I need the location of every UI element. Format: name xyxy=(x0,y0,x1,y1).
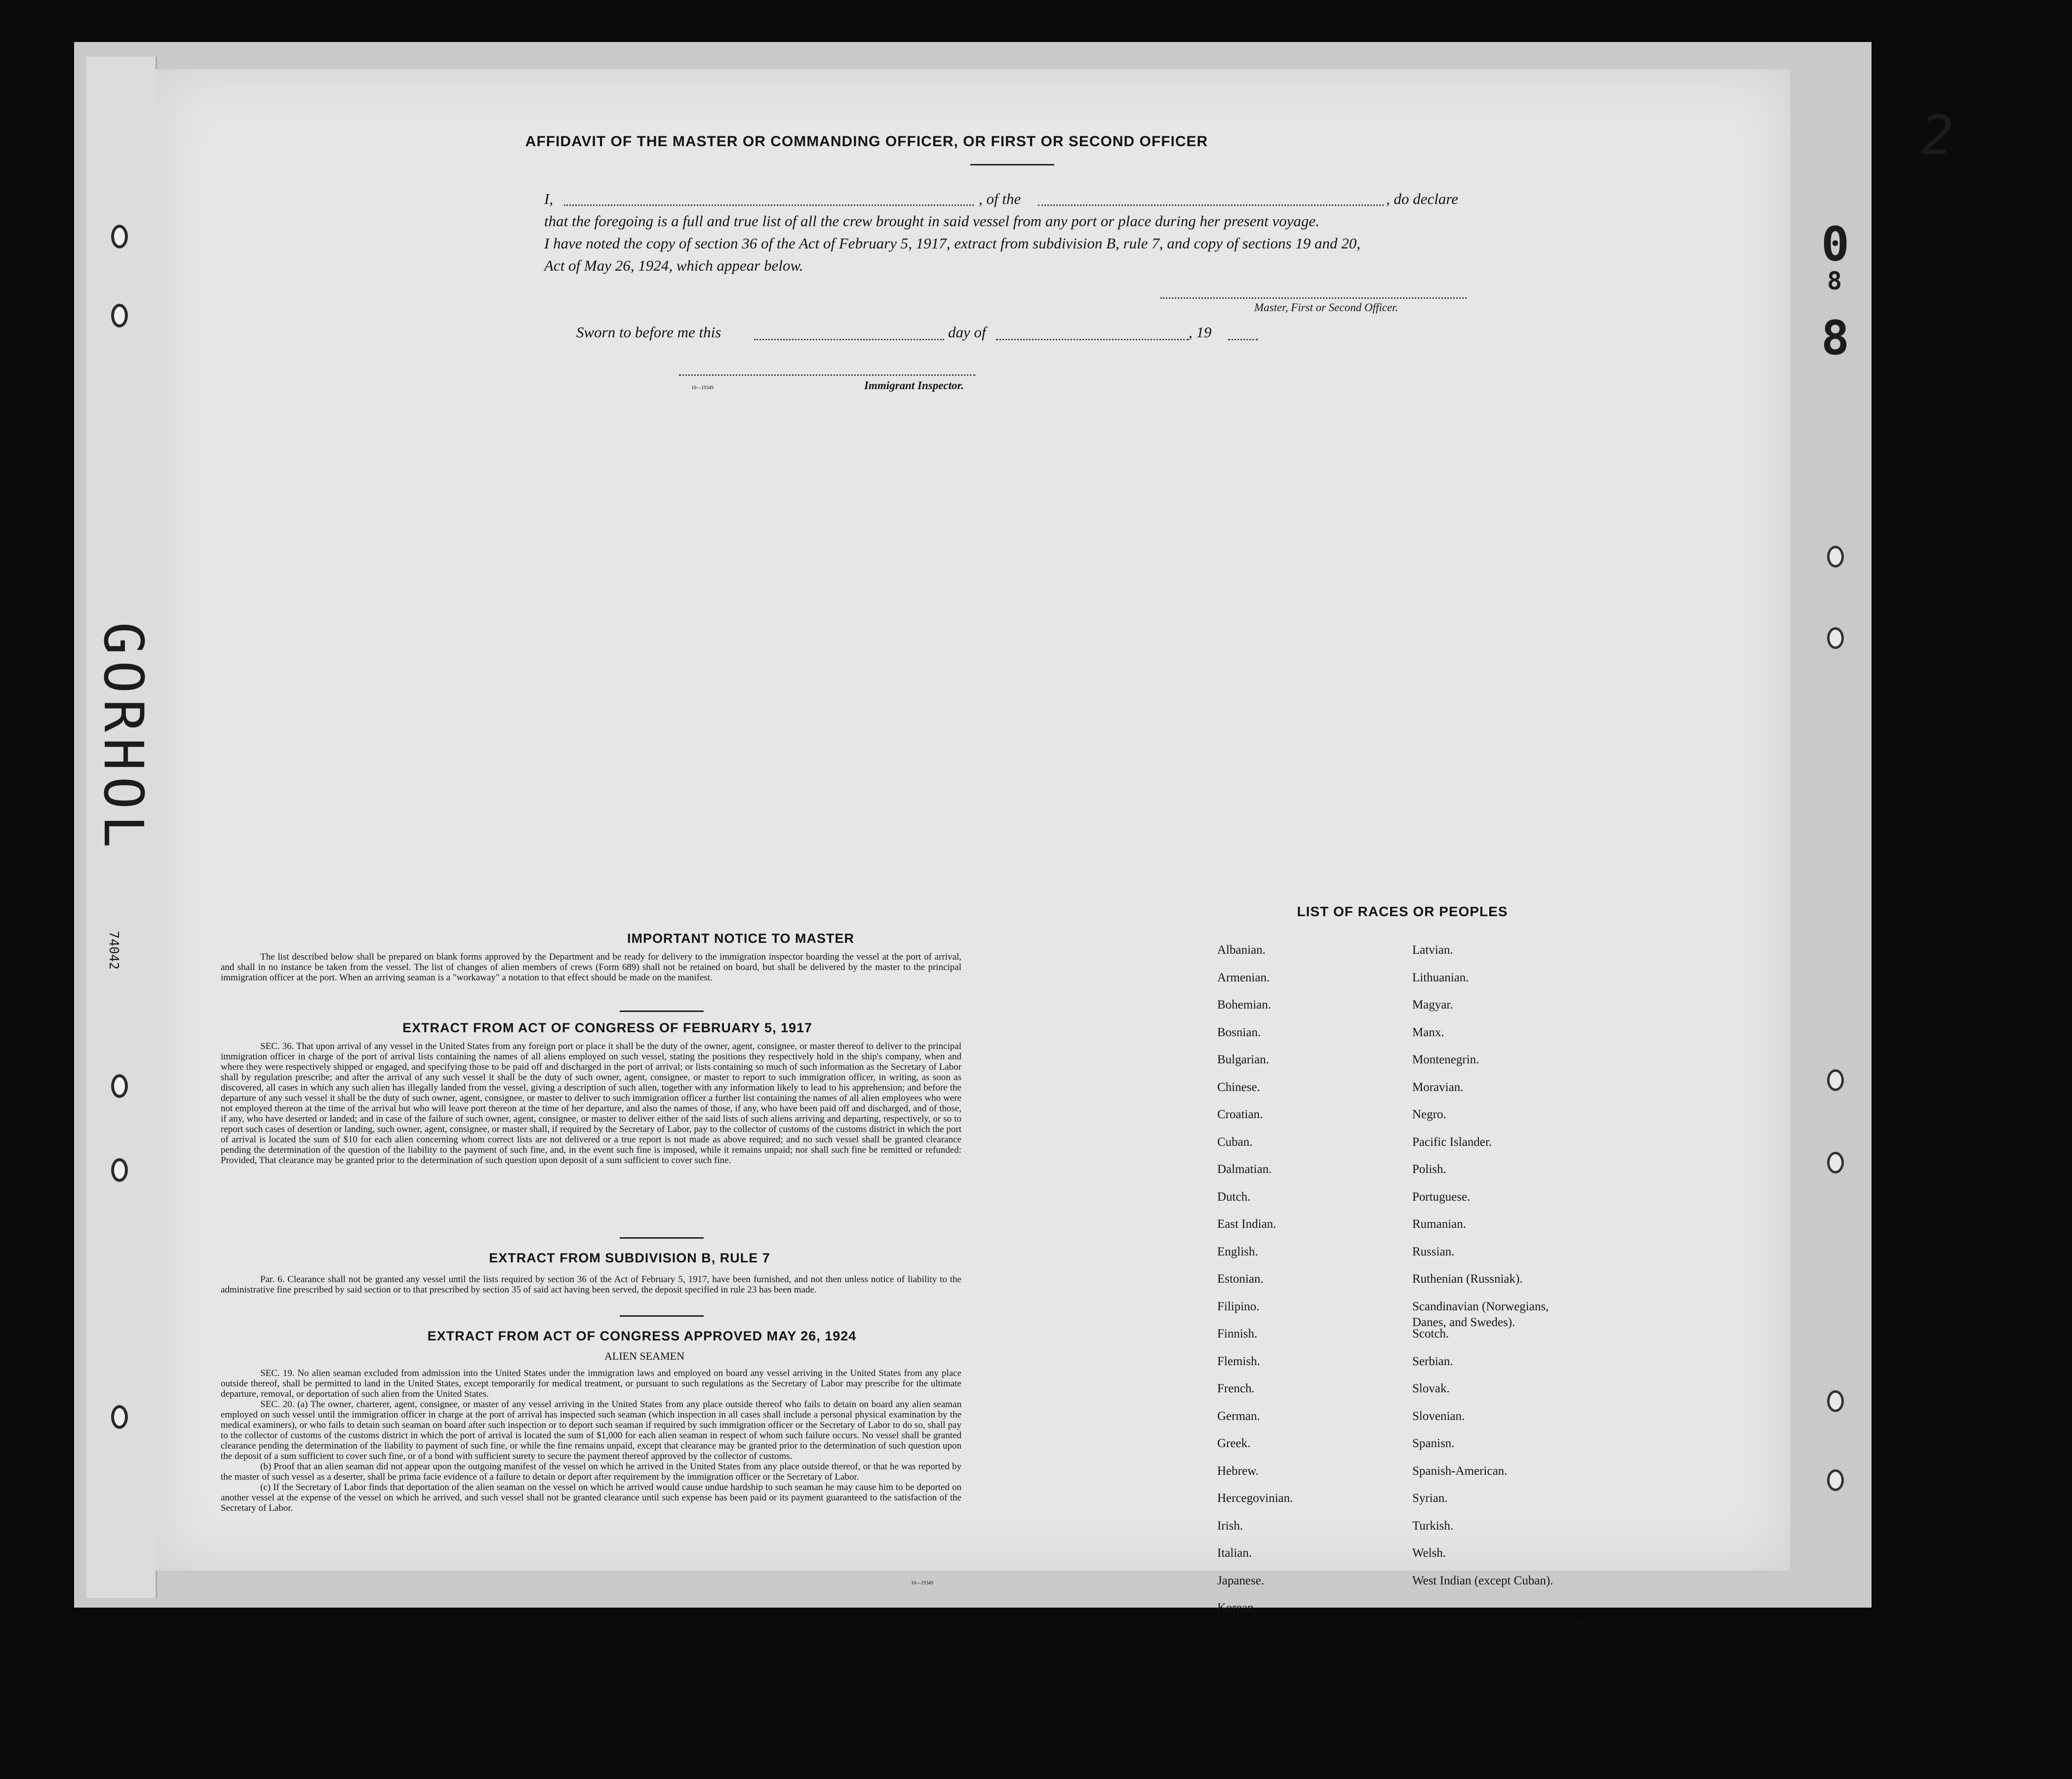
race-entry: Latvian. xyxy=(1412,943,1453,957)
extract-1917-body: SEC. 36. That upon arrival of any vessel in the United States from any foreign port or place it shall be the duty of the owner, agent, consignee, or master thereof to deliver to the principal immigration officer in charge of the port of arrival lists containing the names of all aliens employed on such vessel, stating the positions they respectively hold in the ship's company, when and where they were respectively shipped or engaged, and specifying those to be paid off and discharged in the port of arrival; or lists containing so much of such information as the Secretary of Labor shall by regulation prescribe; and after the arrival of any such vessel it shall be the duty of such owner, agent, consignee, or master to report to such immigration officer, in writing, as soon as discovered, all cases in which any such alien has illegally landed from the vessel, giving a description of such alien, together with any information likely to lead to his apprehension; and before the departure of any such vessel it shall be the duty of such owner, agent, consignee, or master to deliver to such immigration officer a further list containing the names of all alien employees who were not employed thereon at the time of the arrival but who will leave port thereon at the time of her departure, and also the names of those, if any, who have been paid off and discharged, and of those, if any, who have deserted or landed; and in case of the failure of such owner, agent, consignee, or master to deliver either of the said lists of such aliens arriving and departing, respectively, or so to report such cases of desertion or landing, such owner, agent, consignee, or master shall, if required by the Secretary of Labor, pay to the collector of customs of the customs district in which the port of arrival is located the sum of $10 for each alien concerning whom correct lists are not delivered or a true report is not made as above required; and no such vessel shall be granted clearance pending the determination of the question of the liability to the payment of such fine, and, in the event such fine is imposed, while it remains unpaid; nor shall such fine be remitted or refunded: Provided, That clearance may be granted prior to the determination of such question upon deposit of a sum sufficient to cover such fine. xyxy=(221,1041,961,1166)
race-entry: Albanian. xyxy=(1217,943,1266,957)
race-entry: Pacific Islander. xyxy=(1412,1135,1492,1149)
race-entry: Ruthenian (Russniak). xyxy=(1412,1272,1523,1286)
notice-title: IMPORTANT NOTICE TO MASTER xyxy=(627,931,854,946)
manifest-page xyxy=(156,69,1790,1626)
race-entry: Syrian. xyxy=(1412,1492,1448,1505)
sec20c-text: (c) If the Secretary of Labor finds that deportation of the alien seaman on the vessel on which he arrived would cause undue hardship to such seaman he may cause him to be deported on another vessel at the expense of the vessel on which he arrived, and such vessel shall not be granted clearance until such expense has been paid or its payment guaranteed to the satisfaction of the Secretary of Labor. xyxy=(221,1482,961,1513)
race-entry: Greek. xyxy=(1217,1437,1251,1450)
extract-1924-body xyxy=(221,1368,961,1513)
vessel-of-label: , of the xyxy=(979,190,1021,207)
stamp-digit: 8 xyxy=(1827,267,1842,295)
race-entry: Serbian. xyxy=(1412,1354,1453,1368)
form-number: 10—19349 xyxy=(691,385,714,391)
race-entry: Bosnian. xyxy=(1217,1025,1261,1039)
race-entry: Turkish. xyxy=(1412,1519,1454,1533)
race-entry: English. xyxy=(1217,1245,1258,1258)
race-entry: Manx. xyxy=(1412,1025,1444,1039)
race-entry: Spanish-American. xyxy=(1412,1464,1508,1478)
binding-hole xyxy=(111,1405,128,1429)
master-signature-label: Master, First or Second Officer. xyxy=(1254,301,1398,314)
declaration-line-3: I have noted the copy of section 36 of the Act of February 5, 1917, extract from subdivision B, rule 7, and copy of sections 19 and 20, xyxy=(544,235,1361,252)
divider xyxy=(620,1011,704,1012)
race-entry: Bohemian. xyxy=(1217,998,1272,1011)
master-signature-field[interactable] xyxy=(1160,297,1467,299)
punch-hole xyxy=(1827,627,1844,649)
race-entry: East Indian. xyxy=(1217,1217,1276,1231)
race-entry: Scandinavian (Norwegians, xyxy=(1412,1299,1549,1313)
handwritten-spine-name: GORHOL xyxy=(92,622,155,854)
declare-label: , do declare xyxy=(1386,190,1459,207)
stamp-digit: 0 xyxy=(1821,217,1850,272)
race-entry: Croatian. xyxy=(1217,1108,1263,1121)
race-entry: Hercegovinian. xyxy=(1217,1492,1293,1505)
race-entry: Japanese. xyxy=(1217,1574,1265,1587)
race-entry: Bulgarian. xyxy=(1217,1053,1269,1066)
sworn-day-field[interactable] xyxy=(754,339,944,340)
race-entry: West Indian (except Cuban). xyxy=(1412,1574,1554,1587)
binding-hole xyxy=(111,1074,128,1098)
punch-hole xyxy=(1827,1469,1844,1491)
affidavit-declaration xyxy=(544,188,1645,277)
affidavit-title: AFFIDAVIT OF THE MASTER OR COMMANDING OFFICER, OR FIRST OR SECOND OFFICER xyxy=(525,133,1208,150)
sec20b-text: (b) Proof that an alien seaman did not appear upon the outgoing manifest of the vessel on which he arrived in the United States from any place outside thereof, or that he was reported by the master of such vessel as a deserter, shall be prima facie evidence of a failure to detain or deport after requirement by the immigration officer or the Secretary of Labor. xyxy=(221,1461,961,1482)
race-entry: French. xyxy=(1217,1382,1255,1395)
declarant-label: I, xyxy=(544,190,554,207)
race-entry: Magyar. xyxy=(1412,998,1453,1011)
sworn-month-field[interactable] xyxy=(996,339,1189,340)
race-entry: Welsh. xyxy=(1412,1546,1446,1560)
declaration-line-4: Act of May 26, 1924, which appear below. xyxy=(544,257,803,274)
extract-1917-title: EXTRACT FROM ACT OF CONGRESS OF FEBRUARY 5, 1917 xyxy=(402,1020,813,1035)
inspector-signature-field[interactable] xyxy=(679,374,975,376)
form-number: 10—19349 xyxy=(911,1580,933,1586)
divider xyxy=(620,1315,704,1317)
binding-hole xyxy=(111,225,128,248)
race-entry: Montenegrin. xyxy=(1412,1053,1479,1066)
race-entry: Irish. xyxy=(1217,1519,1243,1533)
race-entry: Scotch. xyxy=(1412,1327,1449,1340)
stamp-digit: 8 xyxy=(1821,311,1850,365)
punch-hole xyxy=(1827,1152,1844,1173)
notice-body: The list described below shall be prepared on blank forms approved by the Department and be ready for delivery to the immigration inspector boarding the vessel at the port of arrival, and shall in no instance be taken from the vessel. The list of changes of alien members of crews (Form 689) shall not be retained on board, but shall be delivered by the master to the principal immigration officer at the port. When an arriving seaman is a "workaway" a notation to that effect should be made on the manifest. xyxy=(221,952,961,983)
race-entry: Lithuanian. xyxy=(1412,970,1469,984)
corner-mark: 2 xyxy=(1921,104,1954,167)
race-entry: Rumanian. xyxy=(1412,1217,1467,1231)
race-entry: Filipino. xyxy=(1217,1299,1260,1313)
race-entry: Polish. xyxy=(1412,1163,1446,1176)
inspector-label: Immigrant Inspector. xyxy=(864,379,964,392)
race-entry: Spanisn. xyxy=(1412,1437,1455,1450)
race-entry: Moravian. xyxy=(1412,1080,1464,1094)
rule7-body: Par. 6. Clearance shall not be granted any vessel until the lists required by section 36 of the Act of February 5, 1917, have been furnished, and not then unless notice of liability to the administrative fine prescribed by said section or to that prescribed by section 35 of said act having been served, the deposit specified in rule 23 has been made. xyxy=(221,1274,961,1295)
sworn-label: Sworn to before me this xyxy=(576,323,721,341)
race-entry: Russian. xyxy=(1412,1245,1455,1258)
race-entry: Danes, and Swedes). xyxy=(1412,1315,1515,1329)
race-entry: Cuban. xyxy=(1217,1135,1253,1149)
race-entry: Italian. xyxy=(1217,1546,1252,1560)
divider xyxy=(620,1237,704,1239)
sec20a-text: SEC. 20. (a) The owner, charterer, agent, consignee, or master of any vessel arriving in the United States from any place outside thereof who fails to detain on board any alien seaman employed on such vessel until the immigration officer in charge at the port of arrival has inspected such seaman (which inspection in all cases shall include a personal physical examination by the medical examiners), or who fails to detain such seaman on board after such inspection or to deport such seaman if required by such immigration officer or the Secretary of Labor to do so, shall pay to the collector of customs of the customs district in which the port of arrival is located the sum of $1,000 for each alien seaman in respect of whom such failure occurs. No vessel shall be granted clearance pending the determination of the liability to payment of such fine, or while the fine remains unpaid, except that clearance may be granted prior to the determination of such question upon the deposit of a sum sufficient to cover such fine, or of a bond with sufficient surety to secure the payment thereof approved by the collector of customs. xyxy=(221,1399,961,1461)
race-entry: Korean. xyxy=(1217,1601,1257,1615)
declarant-name-field[interactable] xyxy=(564,204,974,206)
race-entry: Armenian. xyxy=(1217,970,1270,984)
sworn-year-label: , 19 xyxy=(1189,323,1212,341)
race-entry: Slovak. xyxy=(1412,1382,1450,1395)
sworn-year-field[interactable] xyxy=(1228,339,1258,340)
race-entry: Dutch. xyxy=(1217,1190,1251,1204)
race-entry: Negro. xyxy=(1412,1108,1446,1121)
binding-hole xyxy=(111,1158,128,1182)
race-entry: German. xyxy=(1217,1409,1260,1423)
race-entry: Finnish. xyxy=(1217,1327,1258,1340)
declaration-line-2: that the foregoing is a full and true list of all the crew brought in said vessel from any port or place during her present voyage. xyxy=(544,212,1319,230)
punch-hole xyxy=(1827,546,1844,567)
divider xyxy=(970,164,1054,165)
race-entry: Flemish. xyxy=(1217,1354,1260,1368)
punch-hole xyxy=(1827,1069,1844,1091)
rule7-title: EXTRACT FROM SUBDIVISION B, RULE 7 xyxy=(489,1251,770,1265)
extract-1924-title: EXTRACT FROM ACT OF CONGRESS APPROVED MAY 26, 1924 xyxy=(427,1329,857,1343)
form-number: 10—19349 xyxy=(1563,1621,1585,1626)
punch-hole xyxy=(1827,1390,1844,1412)
race-entry: Chinese. xyxy=(1217,1080,1260,1094)
binding-hole xyxy=(111,304,128,327)
sworn-dayof-label: day of xyxy=(948,323,986,341)
race-entry: Estonian. xyxy=(1217,1272,1264,1286)
alien-seamen-subtitle: ALIEN SEAMEN xyxy=(604,1350,684,1362)
vessel-name-field[interactable] xyxy=(1038,204,1384,206)
races-title: LIST OF RACES OR PEOPLES xyxy=(1297,904,1508,919)
race-entry: Portuguese. xyxy=(1412,1190,1471,1204)
race-entry: Dalmatian. xyxy=(1217,1163,1272,1176)
margin-code: 74042 xyxy=(106,931,121,970)
race-entry: Slovenian. xyxy=(1412,1409,1465,1423)
race-entry: Hebrew. xyxy=(1217,1464,1259,1478)
sec19-text: SEC. 19. No alien seaman excluded from admission into the United States under the immigration laws and employed on board any vessel arriving in the United States from any place outside thereof, shall be permitted to land in the United States, except temporarily for medical treatment, or pursuant to such regulations as the Secretary of Labor may prescribe for the ultimate departure, removal, or deportation of such alien from the United States. xyxy=(221,1368,961,1399)
sworn-line xyxy=(576,321,1416,346)
